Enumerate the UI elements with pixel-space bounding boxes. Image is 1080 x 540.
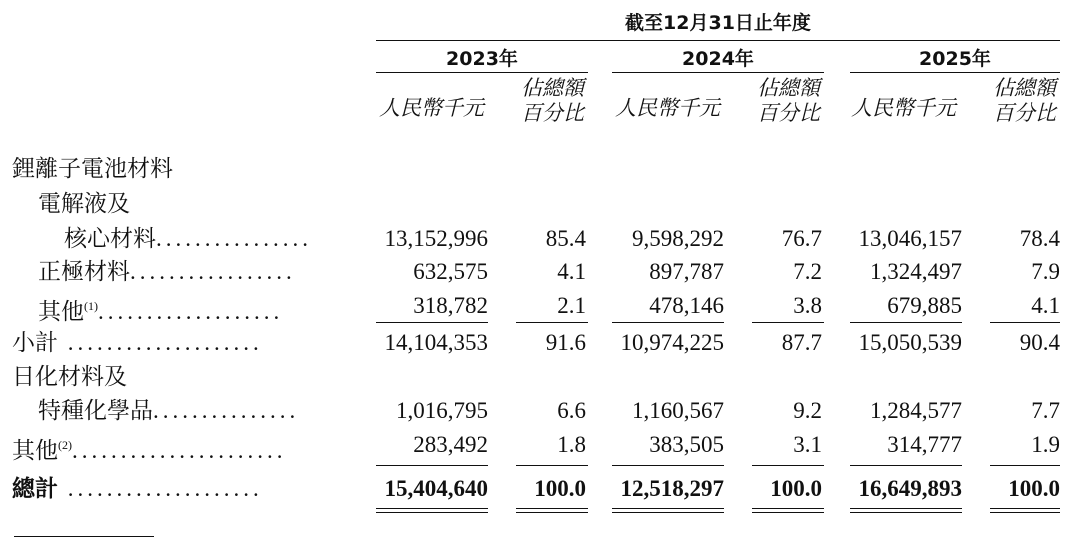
row-label-electrolyte: 電解液及 [38, 191, 130, 216]
row-label-other-1: 其他$^{(1)}$................... [38, 299, 284, 324]
cell-total-2025-pct: 100.0 [1008, 476, 1060, 501]
cell-core-2024-pct: 76.7 [781, 226, 822, 251]
cell-specialty-2025-rmb: 1,284,577 [870, 398, 962, 423]
cell-total-2024-rmb: 12,518,297 [620, 476, 724, 501]
cell-subtotal-2025-pct: 90.4 [1019, 330, 1060, 355]
cell-core-2024-rmb: 9,598,292 [632, 226, 724, 251]
cell-cathode-2025-pct: 7.9 [1031, 259, 1060, 284]
period-group-title: 截至12月31日止年度 [625, 12, 811, 34]
row-label-cathode: 正極材料................. [38, 259, 296, 284]
cell-cathode-2024-pct: 7.2 [793, 259, 822, 284]
cell-total-2025-rmb: 16,649,893 [858, 476, 962, 501]
total-double-rule-2023-rmb [376, 508, 488, 513]
cell-specialty-2024-rmb: 1,160,567 [632, 398, 724, 423]
cell-other2-2025-rmb: 314,777 [887, 432, 962, 457]
cell-specialty-2023-pct: 6.6 [557, 398, 586, 423]
year-rule-2024 [612, 72, 824, 73]
col-rmb-2023: 人民幣千元 [379, 96, 484, 120]
cell-other2-2024-pct: 3.1 [793, 432, 822, 457]
cell-specialty-2025-pct: 7.7 [1031, 398, 1060, 423]
year-rule-2025 [850, 72, 1060, 73]
year-header-2025: 2025年 [919, 48, 991, 70]
row-label-core-materials: 核心材料................ [64, 226, 312, 251]
footnote-separator [14, 536, 154, 537]
cell-core-2025-rmb: 13,046,157 [858, 226, 962, 251]
cell-other2-2024-rmb: 383,505 [649, 432, 724, 457]
total-double-rule-2025-rmb [850, 508, 962, 513]
row-label-daily-chemical: 日化材料及 [12, 364, 127, 389]
row-label-other-2: 其他$^{(2)}$...................... [12, 438, 287, 463]
col-rmb-2025: 人民幣千元 [851, 96, 956, 120]
cell-other1-2024-pct: 3.8 [793, 293, 822, 318]
cell-subtotal-2024-pct: 87.7 [781, 330, 822, 355]
year-header-2024: 2024年 [682, 48, 754, 70]
subtotal-rule-2024-pct [752, 322, 824, 323]
col-pct-2025: 佔總額 百分比 [993, 76, 1056, 125]
cell-core-2023-rmb: 13,152,996 [384, 226, 488, 251]
year-header-2023: 2023年 [446, 48, 518, 70]
cell-total-2023-rmb: 15,404,640 [384, 476, 488, 501]
cell-core-2023-pct: 85.4 [545, 226, 586, 251]
total-rule-2025-rmb [850, 465, 962, 466]
cell-specialty-2023-rmb: 1,016,795 [396, 398, 488, 423]
cell-other1-2023-rmb: 318,782 [413, 293, 488, 318]
cell-cathode-2025-rmb: 1,324,497 [870, 259, 962, 284]
total-double-rule-2025-pct [990, 508, 1060, 513]
col-rmb-2024: 人民幣千元 [615, 96, 720, 120]
subtotal-rule-2025-rmb [850, 322, 962, 323]
cell-other1-2025-pct: 4.1 [1031, 293, 1060, 318]
cell-other2-2023-pct: 1.8 [557, 432, 586, 457]
cell-subtotal-2025-rmb: 15,050,539 [858, 330, 962, 355]
cell-total-2023-pct: 100.0 [534, 476, 586, 501]
subtotal-rule-2025-pct [990, 322, 1060, 323]
cell-specialty-2024-pct: 9.2 [793, 398, 822, 423]
cell-cathode-2023-rmb: 632,575 [413, 259, 488, 284]
subtotal-rule-2024-rmb [612, 322, 724, 323]
row-label-total: 總計 .................... [12, 476, 263, 501]
year-rule-2023 [376, 72, 588, 73]
total-rule-2024-pct [752, 465, 824, 466]
total-double-rule-2023-pct [516, 508, 588, 513]
cell-subtotal-2023-pct: 91.6 [545, 330, 586, 355]
total-double-rule-2024-pct [752, 508, 824, 513]
cell-core-2025-pct: 78.4 [1019, 226, 1060, 251]
total-rule-2023-pct [516, 465, 588, 466]
total-rule-2023-rmb [376, 465, 488, 466]
cell-cathode-2023-pct: 4.1 [557, 259, 586, 284]
subtotal-rule-2023-rmb [376, 322, 488, 323]
subtotal-rule-2023-pct [516, 322, 588, 323]
row-label-lithium-materials: 鋰離子電池材料 [12, 156, 173, 181]
cell-cathode-2024-rmb: 897,787 [649, 259, 724, 284]
total-rule-2025-pct [990, 465, 1060, 466]
cell-other1-2025-rmb: 679,885 [887, 293, 962, 318]
cell-other1-2024-rmb: 478,146 [649, 293, 724, 318]
total-double-rule-2024-rmb [612, 508, 724, 513]
row-label-subtotal: 小計 .................... [12, 330, 263, 355]
cell-other2-2025-pct: 1.9 [1031, 432, 1060, 457]
cell-total-2024-pct: 100.0 [770, 476, 822, 501]
cell-subtotal-2023-rmb: 14,104,353 [384, 330, 488, 355]
col-pct-2023: 佔總額 百分比 [521, 76, 584, 125]
cell-other1-2023-pct: 2.1 [557, 293, 586, 318]
cell-subtotal-2024-rmb: 10,974,225 [620, 330, 724, 355]
cell-other2-2023-rmb: 283,492 [413, 432, 488, 457]
total-rule-2024-rmb [612, 465, 724, 466]
col-pct-2024: 佔總額 百分比 [757, 76, 820, 125]
group-header-rule [376, 40, 1060, 41]
row-label-specialty-chem: 特種化學品............... [38, 398, 300, 423]
